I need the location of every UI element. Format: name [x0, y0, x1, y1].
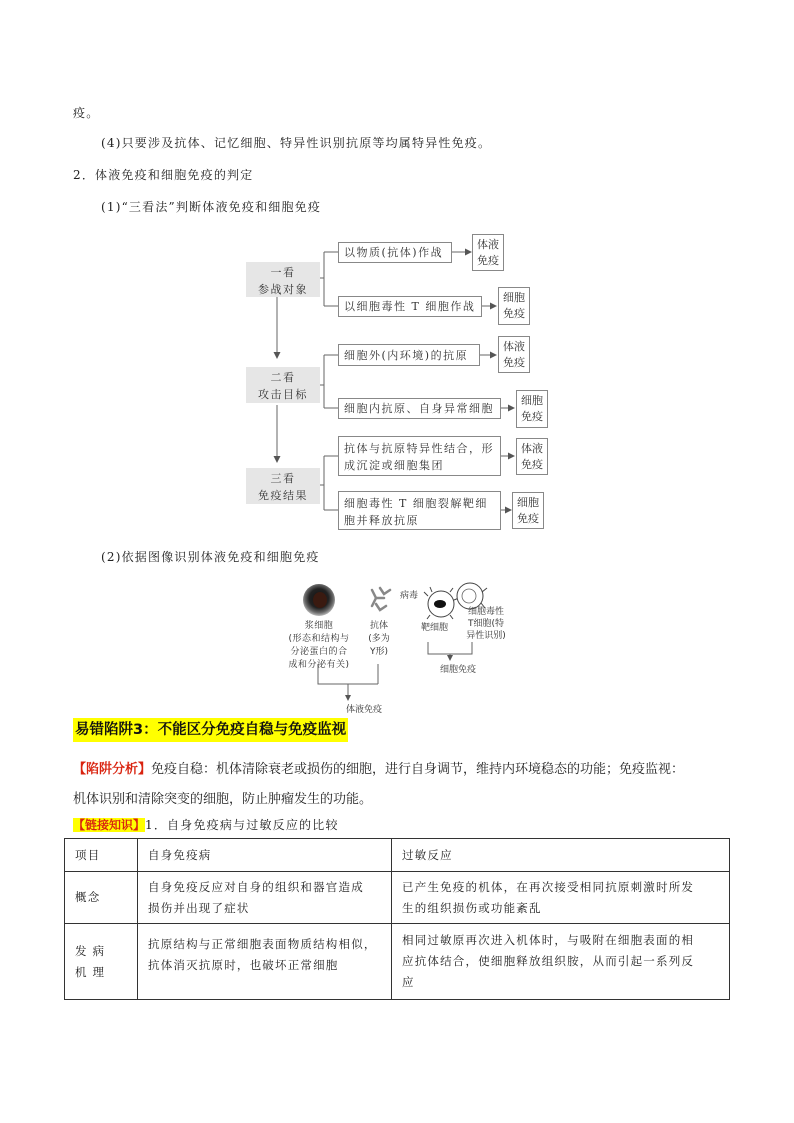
- section-heading-2: 2．体液免疫和细胞免疫的判定: [73, 168, 254, 182]
- analysis-tag: 【陷阱分析】: [73, 762, 152, 777]
- condition-5-line1: 抗体与抗原特异性结合，形: [344, 442, 494, 455]
- table-row: [65, 924, 730, 1000]
- condition-6-line1: 细胞毒性 T 细胞裂解靶细: [344, 497, 488, 510]
- condition-3: [338, 344, 480, 366]
- result-4-line2: 免疫: [521, 410, 543, 423]
- stage-1-line2: 参战对象: [258, 283, 308, 296]
- plasma-cell-line4: 成和分泌有关): [288, 660, 350, 670]
- table-header-row: [65, 839, 730, 872]
- condition-5-line2: 成沉淀或细胞集团: [344, 459, 444, 472]
- link-tag: 【链接知识】: [73, 818, 146, 832]
- result-6-line2: 免疫: [517, 512, 539, 525]
- result-6: [512, 492, 544, 529]
- row-concept-autoimmune: [138, 872, 392, 924]
- plasma-cell-line1: 浆细胞: [304, 621, 334, 631]
- trap-3-title: 易错陷阱3：不能区分免疫自稳与免疫监视: [73, 718, 348, 742]
- stage-2-line1: 二看: [270, 371, 296, 384]
- result-1: [472, 234, 504, 271]
- humoral-immunity-label: 体液免疫: [346, 705, 383, 715]
- concept-allergy-line1: 已产生免疫的机体，在再次接受相同抗原刺激时所发: [402, 879, 695, 894]
- mechanism-autoimmune-line2: 抗体消灭抗原时，也破坏正常细胞: [148, 958, 339, 972]
- result-3: [498, 336, 530, 373]
- result-2: [498, 287, 530, 325]
- row-concept-allergy: [392, 872, 730, 924]
- text-point-4: (4)只要涉及抗体、记忆细胞、特异性识别抗原等均属特异性免疫。: [101, 136, 492, 150]
- target-cell-label: 靶细胞: [421, 623, 449, 633]
- result-1-line2: 免疫: [477, 254, 499, 267]
- method-2-heading: (2)依据图像识别体液免疫和细胞免疫: [101, 550, 320, 564]
- result-6-line1: 细胞: [517, 496, 539, 509]
- concept-allergy-line2: 生的组织损伤或功能紊乱: [402, 900, 542, 915]
- result-1-line1: 体液: [477, 238, 499, 251]
- header-autoimmune: 自身免疫病: [138, 839, 392, 872]
- condition-1-text: 以物质(抗体)作战: [344, 246, 444, 259]
- concept-autoimmune-line1: 自身免疫反应对自身的组织和器官造成: [148, 879, 364, 894]
- analysis-text-2: 机体识别和清除突变的细胞，防止肿瘤发生的功能。: [73, 792, 373, 807]
- three-look-flowchart: [246, 234, 566, 534]
- result-4: [516, 390, 548, 428]
- stage-2-line2: 攻击目标: [258, 388, 308, 401]
- concept-autoimmune-line2: 损伤并出现了症状: [148, 900, 250, 915]
- condition-3-text: 细胞外(内环境)的抗原: [344, 348, 469, 362]
- stage-3-line2: 免疫结果: [258, 489, 308, 502]
- result-4-line1: 细胞: [521, 394, 543, 407]
- result-3-line1: 体液: [503, 340, 525, 353]
- stage-3-line1: 三看: [270, 472, 296, 485]
- header-item: 项目: [65, 839, 138, 872]
- text-line-continuation: 疫。: [73, 106, 100, 120]
- condition-4-text: 细胞内抗原、自身异常细胞: [344, 402, 494, 415]
- condition-4: [338, 398, 501, 419]
- stage-1-line1: 一看: [270, 266, 296, 279]
- plasma-cell-line2: (形态和结构与: [288, 634, 350, 644]
- mechanism-allergy-line1: 相同过敏原再次进入机体时，与吸附在细胞表面的相: [402, 933, 695, 947]
- immune-cell-figure: [280, 578, 530, 718]
- trap-analysis: [73, 760, 684, 780]
- plasma-cell-line3: 分泌蛋白的合: [290, 647, 348, 657]
- mechanism-autoimmune-line1: 抗原结构与正常细胞表面物质结构相似，: [148, 937, 377, 951]
- result-2-line1: 细胞: [503, 291, 525, 304]
- antibody-line2: (多为: [368, 634, 390, 644]
- mechanism-allergy-line3: 应: [402, 975, 415, 989]
- result-5-line2: 免疫: [521, 458, 543, 471]
- antibody-line3: Y形): [369, 647, 388, 657]
- row-mechanism-allergy: [392, 924, 730, 1000]
- row-mechanism-autoimmune: [138, 924, 392, 1000]
- header-allergy: 过敏反应: [392, 839, 730, 872]
- antibody-label: [362, 620, 396, 659]
- antibody-icon: [372, 588, 390, 610]
- t-cell-line2: T细胞(特: [467, 619, 504, 629]
- link-knowledge: [73, 815, 339, 835]
- t-cell-line3: 异性识别): [466, 631, 506, 641]
- t-cell-line1: 细胞毒性: [467, 607, 504, 617]
- antibody-line1: 抗体: [369, 621, 388, 631]
- result-5-line1: 体液: [521, 442, 543, 455]
- stage-3: [246, 468, 320, 504]
- mechanism-allergy-line2: 应抗体结合，使细胞释放组织胺，从而引起一系列反: [402, 954, 695, 968]
- stage-2: [246, 367, 320, 403]
- condition-2: [338, 296, 482, 317]
- condition-6: [338, 491, 501, 530]
- result-2-line2: 免疫: [503, 307, 525, 320]
- condition-1: [338, 242, 452, 263]
- result-3-line2: 免疫: [503, 356, 525, 369]
- virus-label: 病毒: [400, 591, 419, 601]
- link-text: 1．自身免疫病与过敏反应的比较: [145, 818, 339, 832]
- condition-5: [338, 436, 501, 476]
- comparison-table: [64, 838, 730, 1000]
- table-row: [65, 872, 730, 924]
- row-mechanism-item: 发病机理: [65, 924, 138, 1000]
- stage-1: [246, 262, 320, 297]
- row-concept-item: 概念: [65, 872, 138, 924]
- analysis-text-1: 免疫自稳：机体清除衰老或损伤的细胞，进行自身调节，维持内环境稳态的功能；免疫监视：: [151, 762, 685, 777]
- condition-2-text: 以细胞毒性 T 细胞作战: [344, 300, 476, 313]
- plasma-cell-label: [280, 620, 358, 672]
- method-1-heading: (1)“三看法”判断体液免疫和细胞免疫: [101, 200, 322, 214]
- t-cell-label: [461, 606, 511, 642]
- cellular-immunity-label: 细胞免疫: [440, 665, 477, 675]
- condition-6-line2: 胞并释放抗原: [344, 514, 419, 527]
- result-5: [516, 438, 548, 475]
- target-cell-icon: [424, 587, 459, 619]
